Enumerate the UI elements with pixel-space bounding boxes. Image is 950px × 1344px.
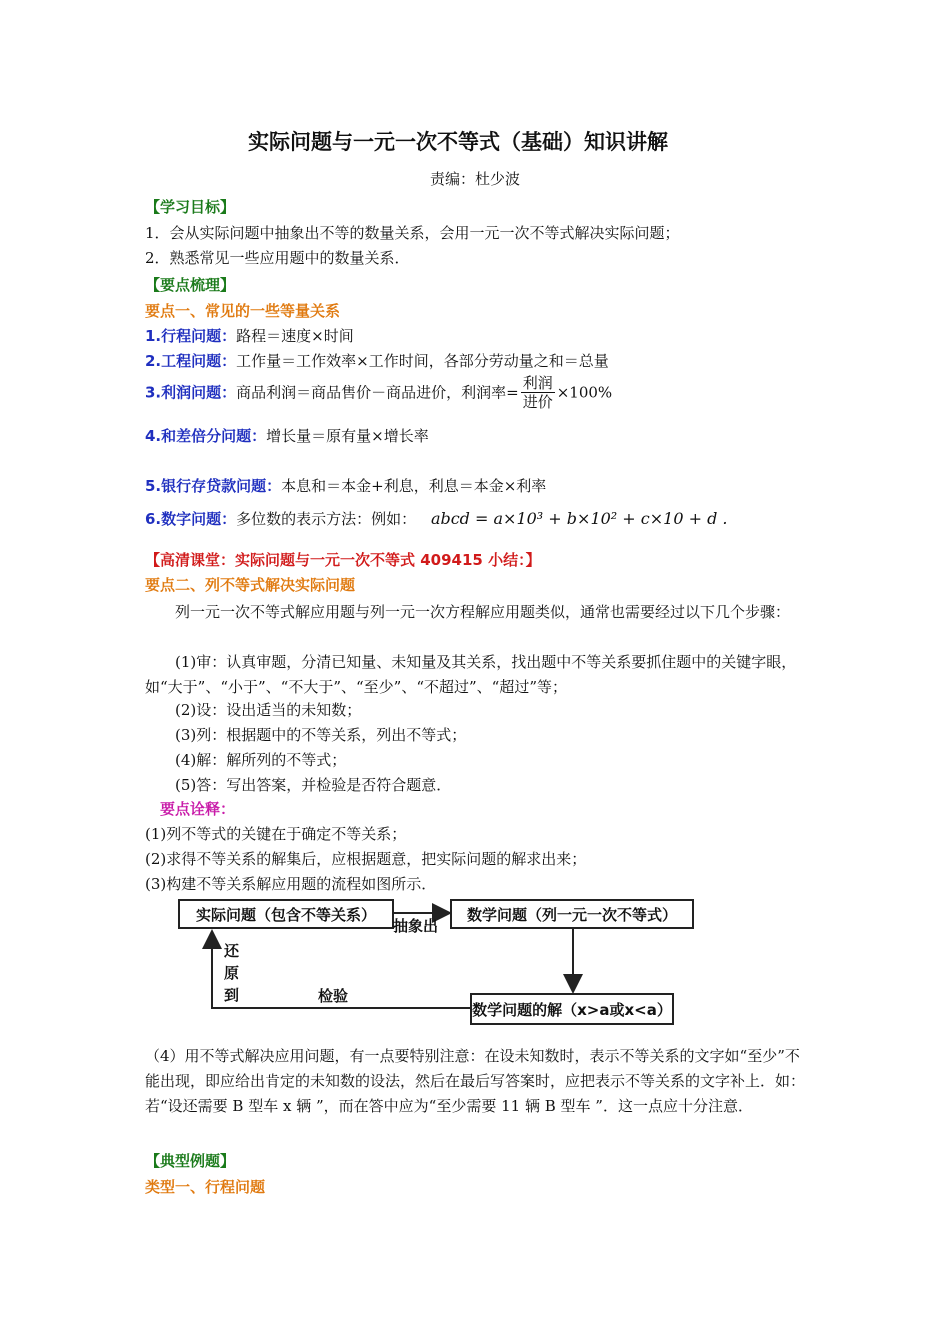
step-item: (1)审：认真审题，分清已知量、未知量及其关系，找出题中不等关系要抓住题中的关键字眼，如“大于”、“小于”、“不大于”、“至少”、“不超过”、“超过”等； [145,653,797,696]
digit-formula: abcd = a×10³ + b×10² + c×10 + d . [430,509,728,528]
page-title: 实际问题与一元一次不等式（基础）知识讲解 [248,130,668,154]
relation-text: 本息和＝本金+利息，利息＝本金×利率 [281,477,547,495]
profit-rate-fraction [521,374,555,411]
explain-item: (1)列不等式的关键在于确定不等关系； [145,825,407,843]
note-paragraph: （4）用不等式解决应用问题，有一点要特别注意：在设未知数时，表示不等关系的文字如“至少”不能出现，即应给出肯定的未知数的设法，然后在最后写答案时，应把表示不等关系的文字补上．如：若“设还需要 B 型车 x 辆 ”，而在答中应为“至少需要 11 辆 B 型车 ”．这一点应十分注意． [145,1047,806,1115]
section-key-points: 【要点梳理】 [145,276,236,294]
step-item: (5)答：写出答案，并检验是否符合题意． [175,776,452,794]
author-line: 责编：杜少波 [429,170,520,188]
goal-item: 1．会从实际问题中抽象出不等的数量关系，会用一元一次不等式解决实际问题； [145,224,680,242]
point1-title: 要点一、常见的一些等量关系 [145,302,341,320]
explain-item: (2)求得不等关系的解集后，应根据题意，把实际问题的解求出来； [145,850,587,868]
relation-label: 6.数字问题： [145,510,237,528]
section-examples: 【典型例题】 [145,1152,236,1170]
relation-text: 增长量＝原有量×增长率 [266,427,429,445]
relation-label: 1.行程问题： [145,327,237,345]
explain-item: (3)构建不等关系解应用题的流程如图所示． [145,875,437,893]
relation-tail: ×100% [556,383,613,402]
relation-label: 5.银行存贷款问题： [145,477,282,495]
flow-label-check: 检验 [318,987,349,1005]
relation-ratio [145,427,429,445]
relation-text: 商品利润＝商品售价－商品进价，利润率= [236,383,519,402]
relation-label: 3.利润问题： [145,383,237,402]
relation-profit [145,374,612,411]
explain-title: 要点诠释： [160,800,236,818]
intro-paragraph: 列一元一次不等式解应用题与列一元一次方程解应用题类似，通常也需要经过以下几个步骤： [175,603,791,621]
goal-item: 2．熟悉常见一些应用题中的数量关系． [145,249,410,267]
flow-label-restore: 还原到 [224,942,240,1004]
step-item: (4)解：解所列的不等式； [175,751,347,769]
point2-title: 要点二、列不等式解决实际问题 [145,576,356,594]
relation-work [145,352,609,370]
relation-label: 4.和差倍分问题： [145,427,267,445]
type1-title: 类型一、行程问题 [145,1178,266,1196]
relation-travel [145,327,354,345]
arrow-check-restore [212,933,470,1008]
fraction-numerator: 利润 [522,374,553,392]
step-item: (3)列：根据题中的不等关系，列出不等式； [175,726,467,744]
relation-text: 多位数的表示方法：例如： [236,510,417,528]
flow-box-math-problem: 数学问题（列一元一次不等式） [450,899,694,929]
section-learning-goals: 【学习目标】 [145,198,236,216]
flow-label-abstract: 抽象出 [393,917,439,935]
relation-bank [145,477,546,495]
fraction-denominator: 进价 [522,393,553,411]
step-item: (2)设：设出适当的未知数； [175,701,362,719]
relation-label: 2.工程问题： [145,352,237,370]
relation-text: 工作量＝工作效率×工作时间，各部分劳动量之和＝总量 [236,352,609,370]
relation-text: 路程＝速度×时间 [236,327,354,345]
relation-digits [145,509,728,528]
flow-box-math-solution: 数学问题的解（x>a或x<a） [470,993,674,1025]
flow-box-real-problem: 实际问题（包含不等关系） [178,899,394,929]
hd-class-note: 【高清课堂：实际问题与一元一次不等式 409415 小结：】 [145,551,541,569]
